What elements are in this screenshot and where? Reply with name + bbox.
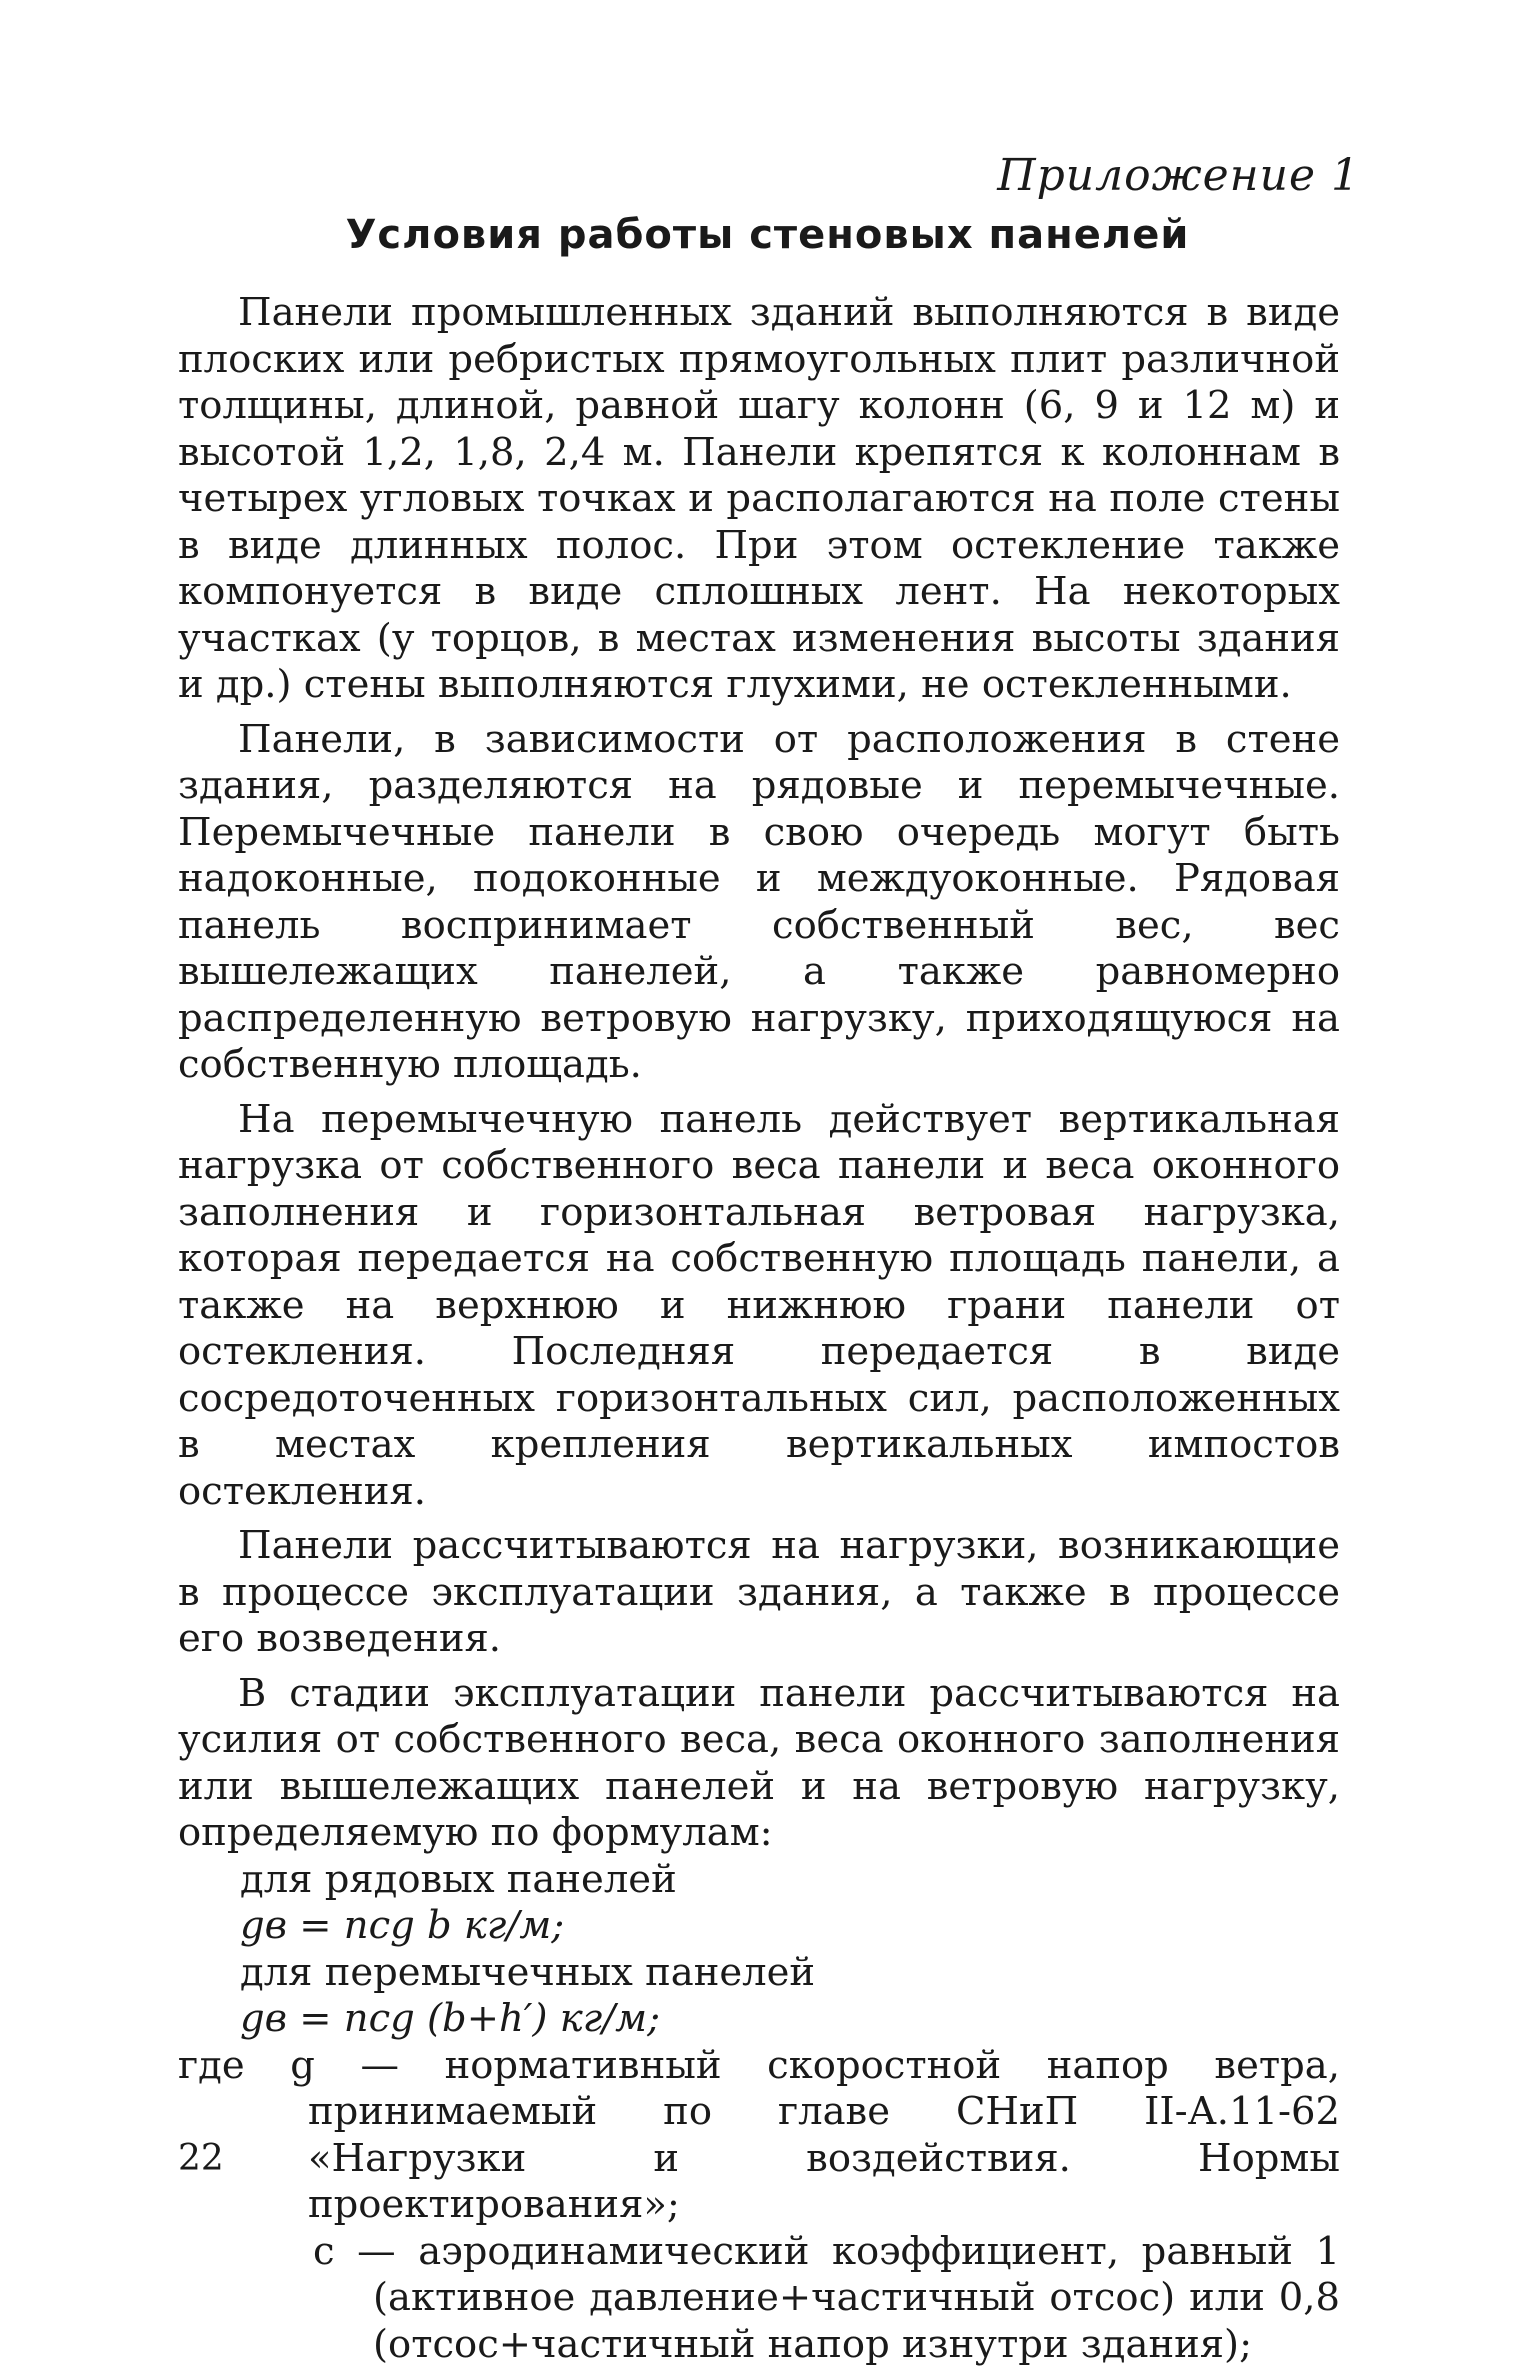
paragraph: В стадии эксплуатации панели рассчитываются на усилия от собственного веса, веса оконного заполнения или вышележащих панелей и на ветровую нагрузку, определяемую по формулам: — [178, 1671, 1340, 1857]
formula: gв = ncg (b+h′) кг/м; — [178, 1996, 1340, 2043]
formula-label: для рядовых панелей — [178, 1857, 1340, 1904]
appendix-label: Приложение 1 — [997, 150, 1360, 201]
section-title: Условия работы стеновых панелей — [0, 212, 1535, 258]
definition: где g — нормативный скоростной напор ветра, принимаемый по главе СНиП II-А.11-62 «Нагрузки и воздействия. Нормы проектирования»; — [178, 2043, 1340, 2229]
page-number: 22 — [178, 2138, 224, 2179]
paragraph: На перемычечную панель действует вертикальная нагрузка от собственного веса панели и веса оконного заполнения и горизонтальная ветровая нагрузка, которая передается на собственную площадь панели, а также на верхнюю и нижнюю грани панели от остекления. Последняя передается в виде сосредоточенных горизонтальных сил, расположенных в местах крепления вертикальных импостов остекления. — [178, 1097, 1340, 1516]
paragraph: Панели, в зависимости от расположения в стене здания, разделяются на рядовые и перемычечные. Перемычечные панели в свою очередь могут быть надоконные, подоконные и междуоконные. Рядовая панель воспринимает собственный вес, вес вышележащих панелей, а также равномерно распределенную ветровую нагрузку, приходящуюся на собственную площадь. — [178, 717, 1340, 1089]
body-text — [178, 290, 1340, 2368]
paragraph: Панели рассчитываются на нагрузки, возникающие в процессе эксплуатации здания, а также в процессе его возведения. — [178, 1523, 1340, 1663]
formula-label: для перемычечных панелей — [178, 1950, 1340, 1997]
formula: gв = ncg b кг/м; — [178, 1903, 1340, 1950]
definition: с — аэродинамический коэффициент, равный 1 (активное давление+частичный отсос) или 0,8 (отсос+частичный напор изнутри здания); — [178, 2229, 1340, 2368]
paragraph: Панели промышленных зданий выполняются в виде плоских или ребристых прямоугольных плит различной толщины, длиной, равной шагу колонн (6, 9 и 12 м) и высотой 1,2, 1,8, 2,4 м. Панели крепятся к колоннам в четырех угловых точках и располагаются на поле стены в виде длинных полос. При этом остекление также компонуется в виде сплошных лент. На некоторых участках (у торцов, в местах изменения высоты здания и др.) стены выполняются глухими, не остекленными. — [178, 290, 1340, 709]
